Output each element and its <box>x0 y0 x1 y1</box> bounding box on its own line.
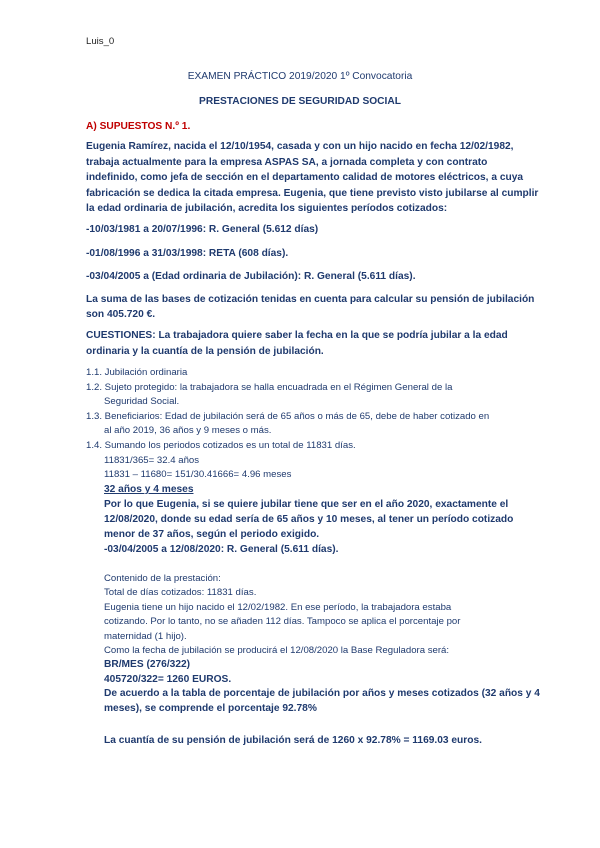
author-label: Luis_0 <box>86 36 115 47</box>
document-title: EXAMEN PRÁCTICO 2019/2020 1º Convocatoria <box>187 71 413 82</box>
percentage-line: De acuerdo a la tabla de porcentaje de jubilación por años y meses cotizados (32 años y 4 <box>104 688 540 699</box>
regulatory-base-value: 405720/322= 1260 EUROS. <box>104 674 232 685</box>
percentage-line: meses), se comprende el porcentaje 92.78% <box>104 703 317 714</box>
answer-item: 1.3. Beneficiarios: Edad de jubilación será de 65 años o más de 65, debe de haber cotizado en <box>86 411 490 422</box>
conclusion-line: menor de 37 años, según el periodo exigido. <box>104 529 320 540</box>
answer-item: 1.4. Sumando los periodos cotizados es un total de 11831 días. <box>86 440 356 451</box>
statement-line: trabaja actualmente para la empresa ASPAS SA, a jornada completa y con contrato <box>86 157 488 168</box>
conclusion-line: Por lo que Eugenia, si se quiere jubilar tiene que ser en el año 2020, exactamente el <box>104 499 509 510</box>
contribution-period: -03/04/2005 a (Edad ordinaria de Jubilación): R. General (5.611 días). <box>86 271 416 282</box>
regulatory-base-formula: BR/MES (276/322) <box>104 659 191 670</box>
statement-line: indefinido, como jefa de sección en el departamento calidad de motores eléctricos, a cuya <box>86 172 524 183</box>
benefit-content-line: Eugenia tiene un hijo nacido el 12/02/1982. En ese período, la trabajadora estaba <box>104 602 452 613</box>
benefit-content-line: Contenido de la prestación: <box>104 573 221 584</box>
answer-item-continuation: Seguridad Social. <box>104 396 180 407</box>
answer-item: 1.1. Jubilación ordinaria <box>86 367 188 378</box>
statement-line: la edad ordinaria de jubilación, acredita los siguientes períodos cotizados: <box>86 203 448 214</box>
benefit-content-line: maternidad (1 hijo). <box>104 631 187 642</box>
benefit-content-line: cotizando. Por lo tanto, no se añaden 112 días. Tampoco se aplica el porcentaje por <box>104 616 461 627</box>
conclusion-line: -03/04/2005 a 12/08/2020: R. General (5.611 días). <box>104 544 339 555</box>
section-heading: A) SUPUESTOS N.º 1. <box>86 121 191 132</box>
statement-line: fabricación se dedica la citada empresa. Eugenia, que tiene previsto visto jubilarse al cumplir <box>86 188 539 199</box>
calculation-line: 11831 – 11680= 151/30.41666= 4.96 meses <box>104 469 292 480</box>
final-pension-amount: La cuantía de su pensión de jubilación será de 1260 x 92.78% = 1169.03 euros. <box>104 735 482 746</box>
questions-line: CUESTIONES: La trabajadora quiere saber la fecha en la que se podría jubilar a la edad <box>86 330 508 341</box>
bases-line: son 405.720 €. <box>86 309 156 320</box>
questions-line: ordinaria y la cuantía de la pensión de jubilación. <box>86 346 324 357</box>
answer-item-continuation: al año 2019, 36 años y 9 meses o más. <box>104 425 272 436</box>
contribution-period: -10/03/1981 a 20/07/1996: R. General (5.612 días) <box>86 224 319 235</box>
contribution-period: -01/08/1996 a 31/03/1998: RETA (608 días). <box>86 248 289 259</box>
bases-line: La suma de las bases de cotización tenidas en cuenta para calcular su pensión de jubilación <box>86 294 535 305</box>
document-subtitle: PRESTACIONES DE SEGURIDAD SOCIAL <box>199 96 401 107</box>
benefit-content-line: Total de días cotizados: 11831 días. <box>104 587 257 598</box>
calculation-line: 11831/365= 32.4 años <box>104 455 200 466</box>
answer-item: 1.2. Sujeto protegido: la trabajadora se halla encuadrada en el Régimen General de la <box>86 382 453 393</box>
statement-line: Eugenia Ramírez, nacida el 12/10/1954, casada y con un hijo nacido en fecha 12/02/1982, <box>86 141 514 152</box>
conclusion-line: 12/08/2020, donde su edad sería de 65 años y 10 meses, al tener un período cotizado <box>104 514 514 525</box>
benefit-content-line: Como la fecha de jubilación se producirá el 12/08/2020 la Base Reguladora será: <box>104 645 450 656</box>
contribution-result: 32 años y 4 meses <box>104 484 194 495</box>
